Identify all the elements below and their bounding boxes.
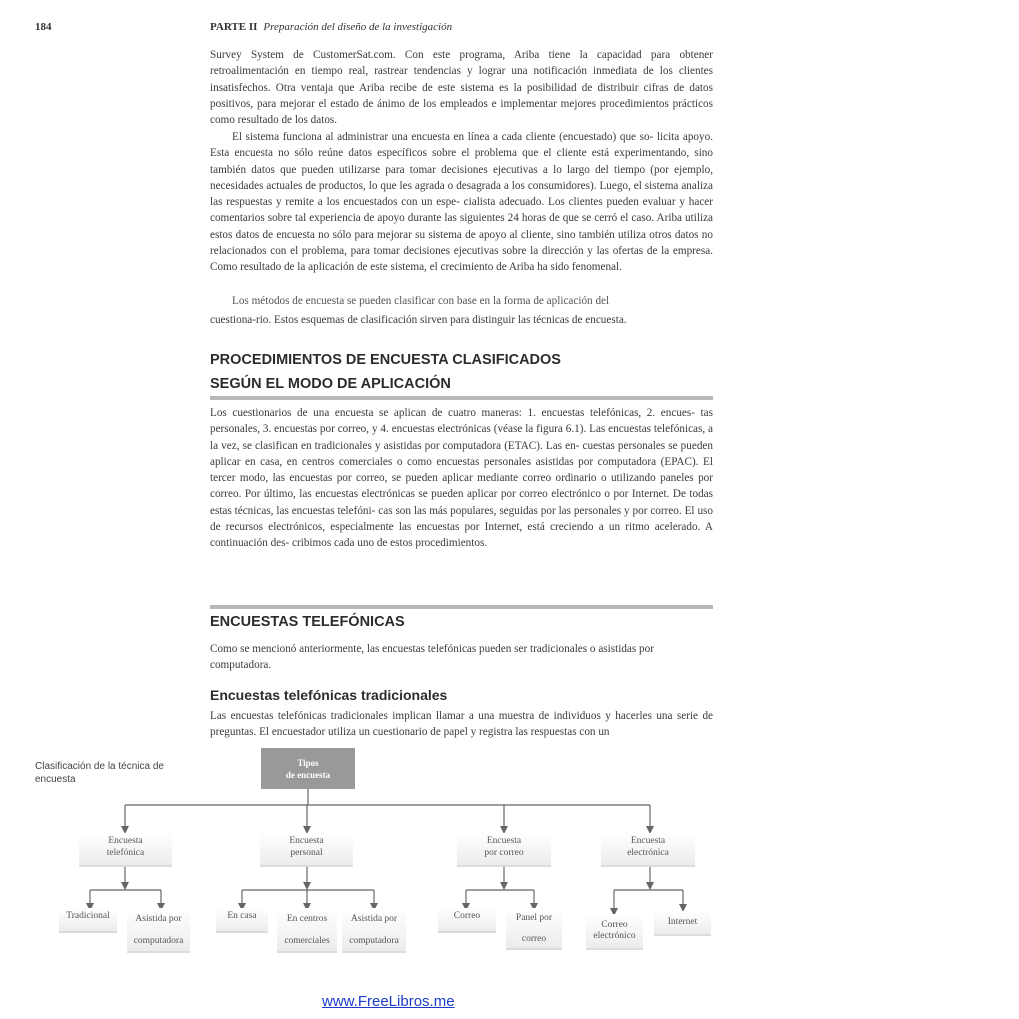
leaf-line-1: Correo xyxy=(453,911,481,921)
diagram-leaf-node xyxy=(216,908,268,933)
leaf-line-2: correo xyxy=(521,934,547,944)
category-line-2: telefónica xyxy=(106,848,145,858)
paragraph-3: cuestiona-rio. Estos esquemas de clasificación sirven para distinguir las técnicas de encuesta. xyxy=(210,314,627,326)
footer-link[interactable]: www.FreeLibros.me xyxy=(322,993,455,1010)
section-heading-line-2: SEGÚN EL MODO DE APLICACIÓN xyxy=(210,376,451,392)
diagram-category-node xyxy=(79,833,172,867)
diagram-category-node xyxy=(260,833,353,867)
leaf-line-2: computadora xyxy=(349,936,399,946)
page-number: 184 xyxy=(35,21,52,33)
paragraph-1: Survey System de CustomerSat.com. Con este programa, Ariba tiene la capacidad para obtener retroalimentación en tiempo real, rastrear tendencias y lograr una notificación inmediata de los clientes insatisfechos. Otra ventaja que Ariba recibe de este sistema es la posibilidad de distribuir cifras de datos positivos, para mejorar el estado de ánimo de los empleados e implementar mejores procedimientos prácticos como resultado de los datos. xyxy=(210,49,713,127)
leaf-line-1: Asistida por xyxy=(350,914,398,924)
category-line-1: Encuesta xyxy=(289,836,324,846)
paragraph-overlay: Los métodos de encuesta se pueden clasificar con base en la forma de aplicación del xyxy=(232,295,610,307)
leaf-line-1: Correo xyxy=(601,920,628,930)
category-line-2: electrónica xyxy=(627,848,669,858)
diagram-leaf-node xyxy=(342,908,406,953)
leaf-line-2: comerciales xyxy=(284,936,330,946)
diagram-leaf-node xyxy=(654,911,711,936)
section-heading-line-1: PROCEDIMIENTOS DE ENCUESTA CLASIFICADOS xyxy=(210,352,561,368)
running-head-part: PARTE II xyxy=(210,21,258,33)
paragraph-4: Los cuestionarios de una encuesta se aplican de cuatro maneras: 1. encuestas telefónicas, 2. encues- tas personales, 3. encuestas por correo, y 4. encuestas electrónicas (véase la figura 6.1). Las encuestas telefónicas, a la vez, se clasifican en tradicionales y asistidas por computadora (ETAC). Las en- cuestas personales se pueden aplicar en casa, en centros comerciales o como encuestas personales asistidas por computadora (EPAC). El tercer modo, las encuestas por correo, se pueden aplicar mediante correo ordinario o utilizando paneles por correo. Por último, las encuestas electrónicas se pueden aplicar por correo electrónico o por Internet. De todas estas técnicas, las encuestas telefóni- cas son las más populares, seguidas por las personales y por correo. El uso de recursos electrónicos, especialmente las encuestas por Internet, está creciendo a un ritmo acelerado. A continuación des- cribimos cada uno de estos procedimientos. xyxy=(210,407,713,550)
paragraph-2: El sistema funciona al administrar una encuesta en línea a cada cliente (encuestado) que so- licita apoyo. Esta encuesta no sólo reúne datos específicos sobre el problema que el cliente está experimentando, sino también datos que pueden utilizarse para tomar decisiones ejecutivas a lo largo del tiempo (por ejemplo, necesidades actuales de productos, lo que les agrada o desagrada a los consumidores). Luego, el sistema analiza las respuestas y remite a los encuestados con un espe- cialista adecuado. Los clientes pueden evaluar y hacer comentarios sobre tal experiencia de apoyo durante las siguientes 24 horas de que se cerró el caso. Ariba utiliza estos datos de encuesta no sólo para mejorar su sistema de apoyo al cliente, sino también utiliza otros datos no relacionados con el problema, para tomar decisiones ejecutivas sobre la dirección y las ofertas de la empresa. Como resultado de la aplicación de este sistema, el crecimiento de Ariba ha sido fenomenal. xyxy=(210,131,713,274)
leaf-line-1: Internet xyxy=(667,917,698,927)
leaf-line-1: Asistida por xyxy=(135,914,182,924)
category-line-1: Encuesta xyxy=(630,836,666,846)
root-node-line-2: de encuesta xyxy=(285,769,331,780)
category-line-2: por correo xyxy=(484,848,524,858)
diagram-leaf-node xyxy=(438,908,496,933)
diagram-leaf-node xyxy=(586,914,643,950)
diagram-leaf-node xyxy=(277,908,337,953)
category-line-2: personal xyxy=(290,848,323,858)
figure-caption: Clasificación de la técnica de encuesta xyxy=(35,761,164,785)
category-line-1: Encuesta xyxy=(108,836,143,846)
leaf-line-1: Tradicional xyxy=(66,911,110,921)
section-heading-telephone: ENCUESTAS TELEFÓNICAS xyxy=(210,614,405,630)
root-node-line-1: Tipos xyxy=(297,757,319,768)
leaf-line-2: computadora xyxy=(133,936,184,946)
diagram-leaf-node xyxy=(506,908,562,950)
leaf-line-1: En centros xyxy=(286,914,328,924)
diagram-leaf-node xyxy=(59,908,117,933)
leaf-line-1: Panel por xyxy=(515,913,553,923)
diagram-leaf-node xyxy=(127,908,190,953)
leaf-line-2: electrónico xyxy=(593,931,636,941)
running-head-section: Preparación del diseño de la investigación xyxy=(263,21,453,33)
diagram-category-node xyxy=(601,833,695,867)
paragraph-5: Como se mencionó anteriormente, las encuestas telefónicas pueden ser tradicionales o asistidas por computadora. xyxy=(210,643,654,672)
paragraph-6: Las encuestas telefónicas tradicionales implican llamar a una muestra de individuos y hacerles una serie de preguntas. El encuestador utiliza un cuestionario de papel y registra las respuestas con un xyxy=(210,710,713,739)
diagram-category-node xyxy=(457,833,551,867)
subsection-heading: Encuestas telefónicas tradicionales xyxy=(210,687,448,703)
category-line-1: Encuesta xyxy=(486,836,522,846)
diagram-root-node xyxy=(261,748,355,789)
leaf-line-1: En casa xyxy=(227,911,257,921)
